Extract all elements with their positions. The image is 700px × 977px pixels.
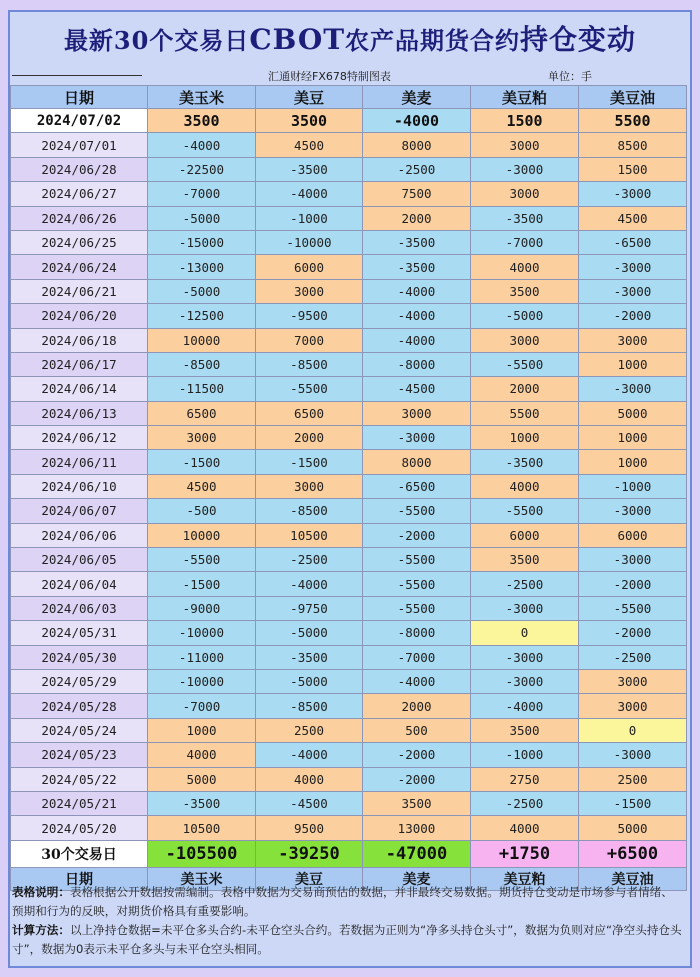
value-cell: 4000 bbox=[148, 743, 256, 767]
value-cell: -8000 bbox=[363, 621, 471, 645]
row-date: 2024/06/07 bbox=[11, 499, 148, 523]
row-date: 2024/05/29 bbox=[11, 669, 148, 693]
value-cell: 3500 bbox=[256, 109, 363, 133]
value-cell: -8000 bbox=[363, 352, 471, 376]
value-cell: 2000 bbox=[256, 426, 363, 450]
row-date: 2024/06/10 bbox=[11, 474, 148, 498]
value-cell: 2000 bbox=[471, 377, 579, 401]
value-cell: 2000 bbox=[363, 694, 471, 718]
value-cell: 3000 bbox=[471, 133, 579, 157]
value-cell: -3500 bbox=[363, 255, 471, 279]
row-date: 2024/06/13 bbox=[11, 401, 148, 425]
position-table bbox=[10, 85, 687, 891]
value-cell: -5500 bbox=[256, 377, 363, 401]
value-cell: 6500 bbox=[148, 401, 256, 425]
value-cell: 4500 bbox=[256, 133, 363, 157]
table-row bbox=[11, 255, 687, 279]
table-row bbox=[11, 304, 687, 328]
value-cell: -4500 bbox=[256, 791, 363, 815]
value-cell: 3000 bbox=[579, 669, 687, 693]
value-cell: -4000 bbox=[363, 279, 471, 303]
value-cell: -4000 bbox=[363, 669, 471, 693]
row-date: 2024/06/12 bbox=[11, 426, 148, 450]
table-row bbox=[11, 109, 687, 133]
value-cell: -8500 bbox=[148, 352, 256, 376]
value-cell: -3500 bbox=[256, 645, 363, 669]
table-row bbox=[11, 133, 687, 157]
value-cell: 3500 bbox=[471, 548, 579, 572]
value-cell: -3500 bbox=[256, 157, 363, 181]
value-cell: -1500 bbox=[256, 450, 363, 474]
table-row bbox=[11, 401, 687, 425]
value-cell: 1500 bbox=[579, 157, 687, 181]
value-cell: 3500 bbox=[471, 718, 579, 742]
value-cell: 3000 bbox=[471, 328, 579, 352]
value-cell: 7500 bbox=[363, 182, 471, 206]
value-cell: 2500 bbox=[579, 767, 687, 791]
value-cell: 1000 bbox=[471, 426, 579, 450]
table-row bbox=[11, 791, 687, 815]
value-cell: -8500 bbox=[256, 352, 363, 376]
value-cell: -2000 bbox=[579, 572, 687, 596]
value-cell: -7000 bbox=[148, 694, 256, 718]
value-cell: -500 bbox=[148, 499, 256, 523]
value-cell: 5000 bbox=[579, 816, 687, 840]
value-cell: -9750 bbox=[256, 596, 363, 620]
total-cell: +6500 bbox=[579, 840, 687, 867]
column-footer: 日期 bbox=[11, 867, 148, 890]
column-header: 日期 bbox=[11, 86, 148, 109]
value-cell: -3500 bbox=[148, 791, 256, 815]
value-cell: -9000 bbox=[148, 596, 256, 620]
column-footer: 美豆 bbox=[256, 867, 363, 890]
row-date: 2024/05/20 bbox=[11, 816, 148, 840]
total-cell: -47000 bbox=[363, 840, 471, 867]
title-divider bbox=[12, 75, 142, 76]
value-cell: -2000 bbox=[363, 767, 471, 791]
value-cell: 8000 bbox=[363, 133, 471, 157]
page-title: 最新30个交易日CBOT农产品期货合约持仓变动 bbox=[63, 23, 637, 56]
value-cell: 4000 bbox=[471, 255, 579, 279]
totals-row bbox=[11, 840, 687, 867]
table-row bbox=[11, 596, 687, 620]
value-cell: -2000 bbox=[579, 304, 687, 328]
value-cell: -3500 bbox=[471, 450, 579, 474]
row-date: 2024/06/18 bbox=[11, 328, 148, 352]
table-row bbox=[11, 669, 687, 693]
table-row bbox=[11, 474, 687, 498]
row-date: 2024/06/05 bbox=[11, 548, 148, 572]
value-cell: -7000 bbox=[471, 230, 579, 254]
table-row bbox=[11, 206, 687, 230]
column-header: 美麦 bbox=[363, 86, 471, 109]
notes-method: 计算方法：以上净持仓数据=未平仓多头合约-未平仓空头合约。若数据为正则为“净多头持仓头寸”，数据为负则对应“净空头持仓头寸”，数据为0表示未平仓多头与未平仓空头相同。 bbox=[12, 923, 682, 956]
unit-label: 单位：手 bbox=[548, 70, 592, 83]
totals-label: 30个交易日 bbox=[11, 840, 148, 867]
value-cell: -4000 bbox=[256, 572, 363, 596]
value-cell: 6000 bbox=[256, 255, 363, 279]
row-date: 2024/06/28 bbox=[11, 157, 148, 181]
value-cell: -4000 bbox=[363, 328, 471, 352]
value-cell: 6500 bbox=[256, 401, 363, 425]
value-cell: 3500 bbox=[471, 279, 579, 303]
value-cell: -2500 bbox=[471, 572, 579, 596]
table-row bbox=[11, 426, 687, 450]
total-cell: +1750 bbox=[471, 840, 579, 867]
column-footer: 美豆油 bbox=[579, 867, 687, 890]
row-date: 2024/05/30 bbox=[11, 645, 148, 669]
value-cell: -3000 bbox=[579, 279, 687, 303]
value-cell: 7000 bbox=[256, 328, 363, 352]
row-date: 2024/06/24 bbox=[11, 255, 148, 279]
table-row bbox=[11, 377, 687, 401]
value-cell: 6000 bbox=[471, 523, 579, 547]
value-cell: -5000 bbox=[148, 279, 256, 303]
value-cell: 6000 bbox=[579, 523, 687, 547]
value-cell: -4000 bbox=[363, 109, 471, 133]
value-cell: 1000 bbox=[579, 352, 687, 376]
value-cell: -5500 bbox=[363, 499, 471, 523]
column-footer: 美麦 bbox=[363, 867, 471, 890]
value-cell: 3000 bbox=[256, 279, 363, 303]
value-cell: -2500 bbox=[579, 645, 687, 669]
value-cell: 10000 bbox=[148, 328, 256, 352]
value-cell: -11000 bbox=[148, 645, 256, 669]
value-cell: 0 bbox=[579, 718, 687, 742]
row-date: 2024/06/21 bbox=[11, 279, 148, 303]
total-cell: -105500 bbox=[148, 840, 256, 867]
value-cell: -4000 bbox=[363, 304, 471, 328]
value-cell: 4000 bbox=[256, 767, 363, 791]
row-date: 2024/05/28 bbox=[11, 694, 148, 718]
value-cell: -22500 bbox=[148, 157, 256, 181]
value-cell: -15000 bbox=[148, 230, 256, 254]
table-row bbox=[11, 645, 687, 669]
value-cell: 2000 bbox=[363, 206, 471, 230]
value-cell: -5500 bbox=[471, 499, 579, 523]
table-row bbox=[11, 743, 687, 767]
row-date: 2024/05/23 bbox=[11, 743, 148, 767]
value-cell: 0 bbox=[471, 621, 579, 645]
table-notes bbox=[12, 883, 684, 959]
column-header: 美豆 bbox=[256, 86, 363, 109]
total-cell: -39250 bbox=[256, 840, 363, 867]
value-cell: -5000 bbox=[471, 304, 579, 328]
value-cell: -4000 bbox=[471, 694, 579, 718]
value-cell: 8500 bbox=[579, 133, 687, 157]
value-cell: 2750 bbox=[471, 767, 579, 791]
table-header-row bbox=[11, 86, 687, 109]
value-cell: -3000 bbox=[579, 743, 687, 767]
value-cell: -3000 bbox=[471, 596, 579, 620]
value-cell: 3000 bbox=[471, 182, 579, 206]
value-cell: -8500 bbox=[256, 499, 363, 523]
table-row bbox=[11, 230, 687, 254]
table-row bbox=[11, 767, 687, 791]
value-cell: -5500 bbox=[363, 572, 471, 596]
value-cell: -6500 bbox=[579, 230, 687, 254]
value-cell: -5000 bbox=[256, 621, 363, 645]
row-date: 2024/05/24 bbox=[11, 718, 148, 742]
value-cell: -5000 bbox=[256, 669, 363, 693]
row-date: 2024/06/03 bbox=[11, 596, 148, 620]
value-cell: 3000 bbox=[148, 426, 256, 450]
value-cell: -3000 bbox=[579, 182, 687, 206]
value-cell: -13000 bbox=[148, 255, 256, 279]
value-cell: -5500 bbox=[363, 548, 471, 572]
value-cell: -5500 bbox=[148, 548, 256, 572]
value-cell: -3000 bbox=[579, 499, 687, 523]
value-cell: -6500 bbox=[363, 474, 471, 498]
row-date: 2024/06/20 bbox=[11, 304, 148, 328]
value-cell: 500 bbox=[363, 718, 471, 742]
table-row bbox=[11, 816, 687, 840]
value-cell: 1000 bbox=[579, 450, 687, 474]
value-cell: -1000 bbox=[579, 474, 687, 498]
table-row bbox=[11, 450, 687, 474]
table-row bbox=[11, 572, 687, 596]
table-row bbox=[11, 328, 687, 352]
value-cell: 8000 bbox=[363, 450, 471, 474]
value-cell: 10500 bbox=[148, 816, 256, 840]
row-date: 2024/07/01 bbox=[11, 133, 148, 157]
row-date: 2024/06/14 bbox=[11, 377, 148, 401]
row-date: 2024/06/06 bbox=[11, 523, 148, 547]
table-row bbox=[11, 157, 687, 181]
row-date: 2024/05/21 bbox=[11, 791, 148, 815]
value-cell: -10000 bbox=[148, 621, 256, 645]
value-cell: 1000 bbox=[579, 426, 687, 450]
table-row bbox=[11, 499, 687, 523]
value-cell: -4000 bbox=[256, 182, 363, 206]
value-cell: 5500 bbox=[471, 401, 579, 425]
notes-description: 表格说明：表格根据公开数据按需编制。表格中数据为交易商预估的数据，并非最终交易数据。期货持仓变动是市场参与者情绪、预期和行为的反映，对期货价格具有重要影响。 bbox=[12, 885, 673, 918]
table-row bbox=[11, 352, 687, 376]
value-cell: -3000 bbox=[579, 255, 687, 279]
value-cell: -7000 bbox=[363, 645, 471, 669]
value-cell: 5000 bbox=[148, 767, 256, 791]
value-cell: -10000 bbox=[148, 669, 256, 693]
value-cell: 10000 bbox=[148, 523, 256, 547]
value-cell: -3500 bbox=[471, 206, 579, 230]
value-cell: 1000 bbox=[148, 718, 256, 742]
value-cell: -1000 bbox=[471, 743, 579, 767]
value-cell: -10000 bbox=[256, 230, 363, 254]
value-cell: -12500 bbox=[148, 304, 256, 328]
value-cell: -2000 bbox=[363, 743, 471, 767]
value-cell: 5500 bbox=[579, 109, 687, 133]
value-cell: -2500 bbox=[363, 157, 471, 181]
value-cell: 2500 bbox=[256, 718, 363, 742]
row-date: 2024/07/02 bbox=[11, 109, 148, 133]
row-date: 2024/06/11 bbox=[11, 450, 148, 474]
table-row bbox=[11, 182, 687, 206]
table-row bbox=[11, 694, 687, 718]
column-header: 美豆油 bbox=[579, 86, 687, 109]
value-cell: -1500 bbox=[148, 572, 256, 596]
value-cell: 3000 bbox=[579, 328, 687, 352]
value-cell: 3500 bbox=[148, 109, 256, 133]
value-cell: -11500 bbox=[148, 377, 256, 401]
value-cell: -3000 bbox=[579, 548, 687, 572]
value-cell: -1500 bbox=[579, 791, 687, 815]
value-cell: -7000 bbox=[148, 182, 256, 206]
value-cell: -2000 bbox=[363, 523, 471, 547]
value-cell: -3000 bbox=[579, 377, 687, 401]
value-cell: 3000 bbox=[256, 474, 363, 498]
value-cell: 3000 bbox=[363, 401, 471, 425]
value-cell: -5000 bbox=[148, 206, 256, 230]
column-header: 美玉米 bbox=[148, 86, 256, 109]
column-footer: 美玉米 bbox=[148, 867, 256, 890]
table-row bbox=[11, 523, 687, 547]
value-cell: -4500 bbox=[363, 377, 471, 401]
value-cell: -3000 bbox=[363, 426, 471, 450]
value-cell: 4000 bbox=[471, 816, 579, 840]
row-date: 2024/06/27 bbox=[11, 182, 148, 206]
value-cell: -3000 bbox=[471, 157, 579, 181]
column-header: 美豆粕 bbox=[471, 86, 579, 109]
row-date: 2024/05/22 bbox=[11, 767, 148, 791]
value-cell: 4500 bbox=[579, 206, 687, 230]
value-cell: 3500 bbox=[363, 791, 471, 815]
value-cell: -2500 bbox=[471, 791, 579, 815]
value-cell: -5500 bbox=[579, 596, 687, 620]
row-date: 2024/06/25 bbox=[11, 230, 148, 254]
value-cell: 10500 bbox=[256, 523, 363, 547]
value-cell: -8500 bbox=[256, 694, 363, 718]
value-cell: -4000 bbox=[148, 133, 256, 157]
value-cell: -2500 bbox=[256, 548, 363, 572]
value-cell: 1500 bbox=[471, 109, 579, 133]
value-cell: 13000 bbox=[363, 816, 471, 840]
value-cell: 9500 bbox=[256, 816, 363, 840]
value-cell: 4500 bbox=[148, 474, 256, 498]
row-date: 2024/06/26 bbox=[11, 206, 148, 230]
value-cell: -3500 bbox=[363, 230, 471, 254]
value-cell: -5500 bbox=[363, 596, 471, 620]
value-cell: -3000 bbox=[471, 645, 579, 669]
table-row bbox=[11, 718, 687, 742]
table-row bbox=[11, 621, 687, 645]
value-cell: -5500 bbox=[471, 352, 579, 376]
value-cell: 3000 bbox=[579, 694, 687, 718]
column-footer: 美豆粕 bbox=[471, 867, 579, 890]
row-date: 2024/06/04 bbox=[11, 572, 148, 596]
value-cell: -1000 bbox=[256, 206, 363, 230]
row-date: 2024/06/17 bbox=[11, 352, 148, 376]
table-row bbox=[11, 548, 687, 572]
value-cell: -4000 bbox=[256, 743, 363, 767]
value-cell: -9500 bbox=[256, 304, 363, 328]
value-cell: -3000 bbox=[471, 669, 579, 693]
value-cell: 5000 bbox=[579, 401, 687, 425]
value-cell: 4000 bbox=[471, 474, 579, 498]
value-cell: -2000 bbox=[579, 621, 687, 645]
table-row bbox=[11, 279, 687, 303]
row-date: 2024/05/31 bbox=[11, 621, 148, 645]
value-cell: -1500 bbox=[148, 450, 256, 474]
credit-text: 汇通财经FX678特制图表 bbox=[268, 70, 391, 83]
